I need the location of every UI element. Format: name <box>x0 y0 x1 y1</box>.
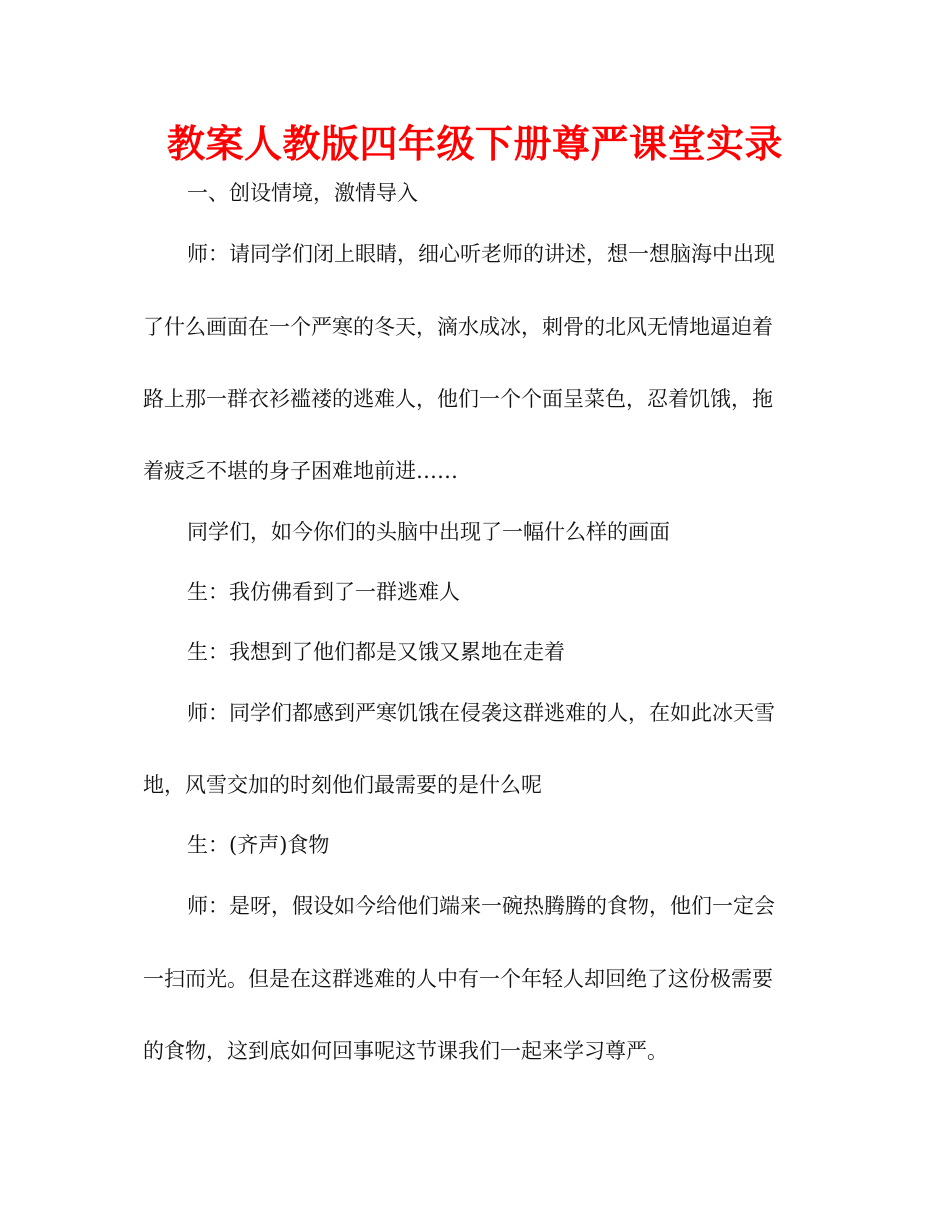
paragraph-line: 师：是呀，假设如今给他们端来一碗热腾腾的食物，他们一定会 <box>187 894 775 918</box>
paragraph-line: 的食物，这到底如何回事呢这节课我们一起来学习尊严。 <box>143 1039 668 1063</box>
paragraph-line: 路上那一群衣衫褴褛的逃难人，他们一个个面呈菜色，忍着饥饿，拖 <box>143 387 773 411</box>
paragraph-line: 着疲乏不堪的身子困难地前进…… <box>143 459 458 483</box>
paragraph-line: 生：(齐声)食物 <box>187 833 330 857</box>
paragraph-line: 一扫而光。但是在这群逃难的人中有一个年轻人却回绝了这份极需要 <box>143 967 773 991</box>
section-heading: 一、创设情境，激情导入 <box>187 181 418 205</box>
paragraph-line: 师：同学们都感到严寒饥饿在侵袭这群逃难的人，在如此冰天雪 <box>187 701 775 725</box>
paragraph-line: 生：我想到了他们都是又饿又累地在走着 <box>187 640 565 664</box>
paragraph-line: 同学们，如今你们的头脑中出现了一幅什么样的画面 <box>187 520 670 544</box>
paragraph-line: 生：我仿佛看到了一群逃难人 <box>187 580 460 604</box>
paragraph-line: 地，风雪交加的时刻他们最需要的是什么呢 <box>143 773 542 797</box>
paragraph-line: 了什么画面在一个严寒的冬天，滴水成冰，刺骨的北风无情地逼迫着 <box>143 315 773 339</box>
paragraph-line: 师：请同学们闭上眼睛，细心听老师的讲述，想一想脑海中出现 <box>187 242 775 266</box>
document-title: 教案人教版四年级下册尊严课堂实录 <box>166 122 783 166</box>
